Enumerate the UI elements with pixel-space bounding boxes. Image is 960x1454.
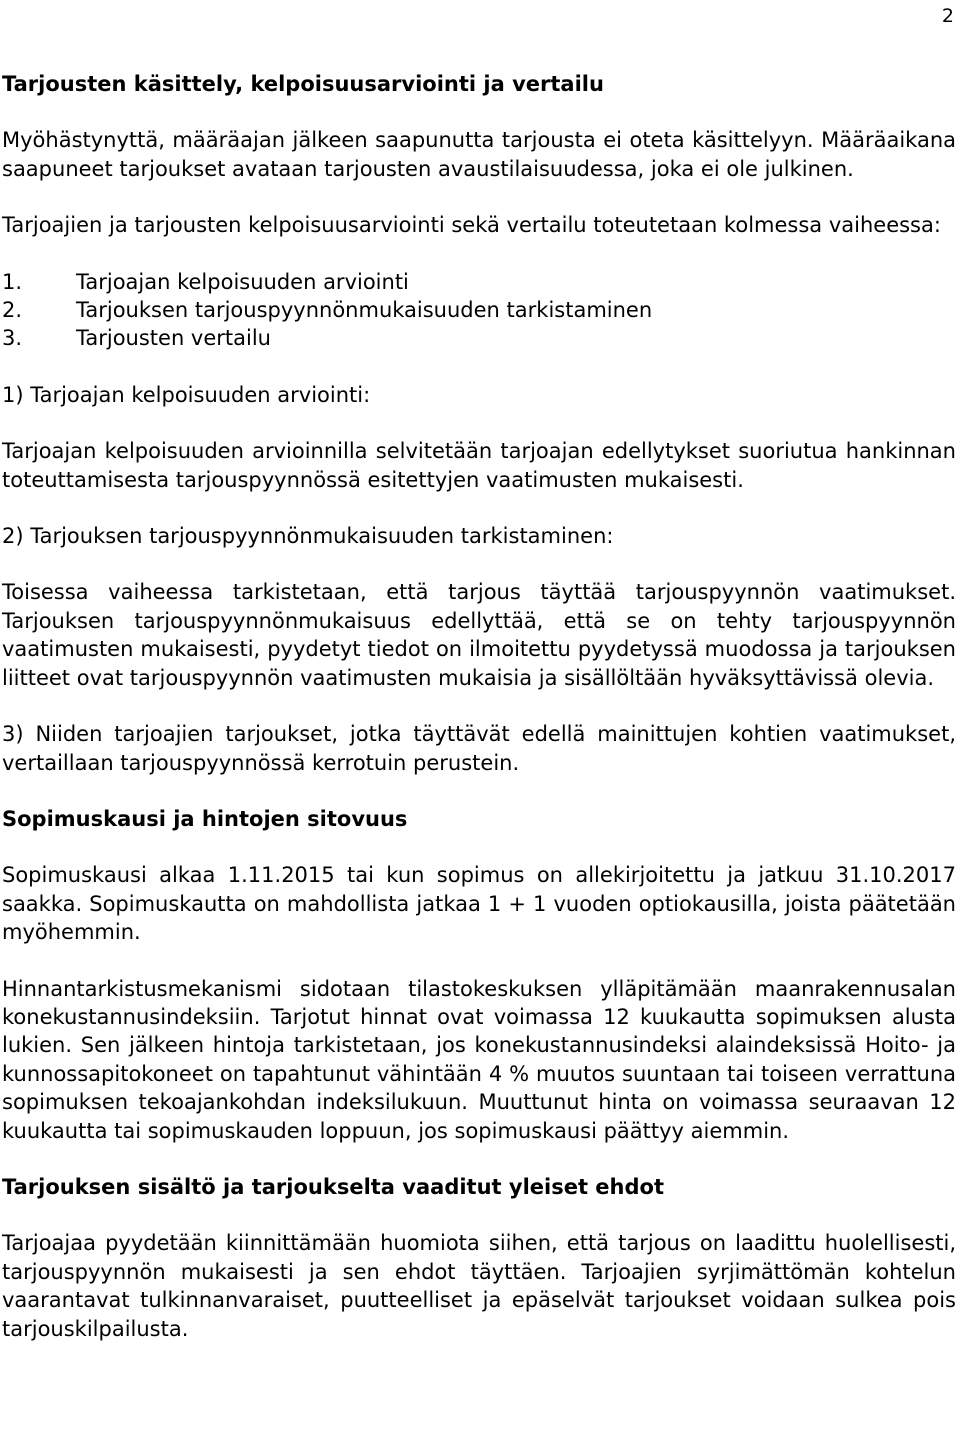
page-number: 2 (941, 5, 954, 27)
paragraph-contract-period: Sopimuskausi alkaa 1.11.2015 tai kun sopimus on allekirjoitettu ja jatkuu 31.10.2017 saakka. Sopimuskautta on mahdollista jatkaa 1 + 1 vuoden optiokausilla, joista päätetään myöhemmin. (2, 863, 956, 945)
document-body (2, 70, 956, 1371)
section-heading-offer-content: Tarjouksen sisältö ja tarjoukselta vaaditut yleiset ehdot (2, 1174, 664, 1199)
paragraph-qualification: Tarjoajan kelpoisuuden arvioinnilla selvitetään tarjoajan edellytykset suoriutua hankinnan toteuttamisesta tarjouspyynnössä esitettyjen vaatimusten mukaisesti. (2, 439, 956, 492)
list-item-number: 2. (2, 298, 23, 323)
list-item (2, 268, 956, 296)
list-item-text: Tarjoajan kelpoisuuden arviointi (76, 269, 409, 294)
paragraph-offer-content: Tarjoajaa pyydetään kiinnittämään huomiota siihen, että tarjous on laadittu huolellisesti, tarjouspyynnön mukaisesti ja sen ehdot täyttäen. Tarjoajien syrjimättömän kohtelun vaarantavat tulkinnanvaraiset, puutteelliset ja epäselvät tarjoukset voidaan sulkea pois tarjouskilpailusta. (2, 1231, 956, 1341)
list-item-number: 3. (2, 326, 23, 351)
list-item-number: 1. (2, 269, 23, 294)
paragraph-late-offers: Myöhästynyttä, määräajan jälkeen saapunutta tarjousta ei oteta käsittelyyn. Määräaikana saapuneet tarjoukset avataan tarjousten avaustilaisuudessa, joka ei ole julkinen. (2, 128, 956, 181)
paragraph-evaluation-phases: Tarjoajien ja tarjousten kelpoisuusarviointi sekä vertailu toteutetaan kolmessa vaiheessa: (2, 213, 941, 238)
subheading-qualification: 1) Tarjoajan kelpoisuuden arviointi: (2, 382, 371, 407)
evaluation-steps-list (2, 268, 956, 353)
paragraph-price-adjustment: Hinnantarkistusmekanismi sidotaan tilastokeskuksen ylläpitämään maanrakennusalan konekustannusindeksiin. Tarjotut hinnat ovat voimassa 12 kuukautta sopimuksen alusta lukien. Sen jälkeen hintoja tarkistetaan, jos konekustannusindeksi alaindeksissä Hoito- ja kunnossapitokoneet on tapahtunut vähintään 4 % muutos suuntaan tai toiseen verrattuna sopimuksen tekoajankohdan indeksilukuun. Muuttunut hinta on voimassa seuraavan 12 kuukautta tai sopimuskauden loppuun, jos sopimuskausi päättyy aiemmin. (2, 976, 956, 1143)
section-heading-contract-period: Sopimuskausi ja hintojen sitovuus (2, 806, 408, 831)
list-item-text: Tarjousten vertailu (76, 326, 271, 351)
list-item (2, 324, 956, 352)
list-item-text: Tarjouksen tarjouspyynnönmukaisuuden tarkistaminen (76, 298, 653, 323)
list-item (2, 296, 956, 324)
section-heading-processing: Tarjousten käsittely, kelpoisuusarviointi ja vertailu (2, 72, 604, 96)
subheading-conformity: 2) Tarjouksen tarjouspyynnönmukaisuuden tarkistaminen: (2, 524, 614, 549)
paragraph-conformity: Toisessa vaiheessa tarkistetaan, että tarjous täyttää tarjouspyynnön vaatimukset. Tarjouksen tarjouspyynnönmukaisuus edellyttää, että se on tehty tarjouspyynnön vaatimusten mukaisesti, pyydetyt tiedot on ilmoitettu pyydetyssä muodossa ja tarjouksen liitteet ovat tarjouspyynnön vaatimusten mukaisia ja sisällöltään hyväksyttävissä olevia. (2, 580, 956, 690)
paragraph-comparison: 3) Niiden tarjoajien tarjoukset, jotka täyttävät edellä mainittujen kohtien vaatimukset, vertaillaan tarjouspyynnössä kerrotuin perustein. (2, 722, 956, 775)
